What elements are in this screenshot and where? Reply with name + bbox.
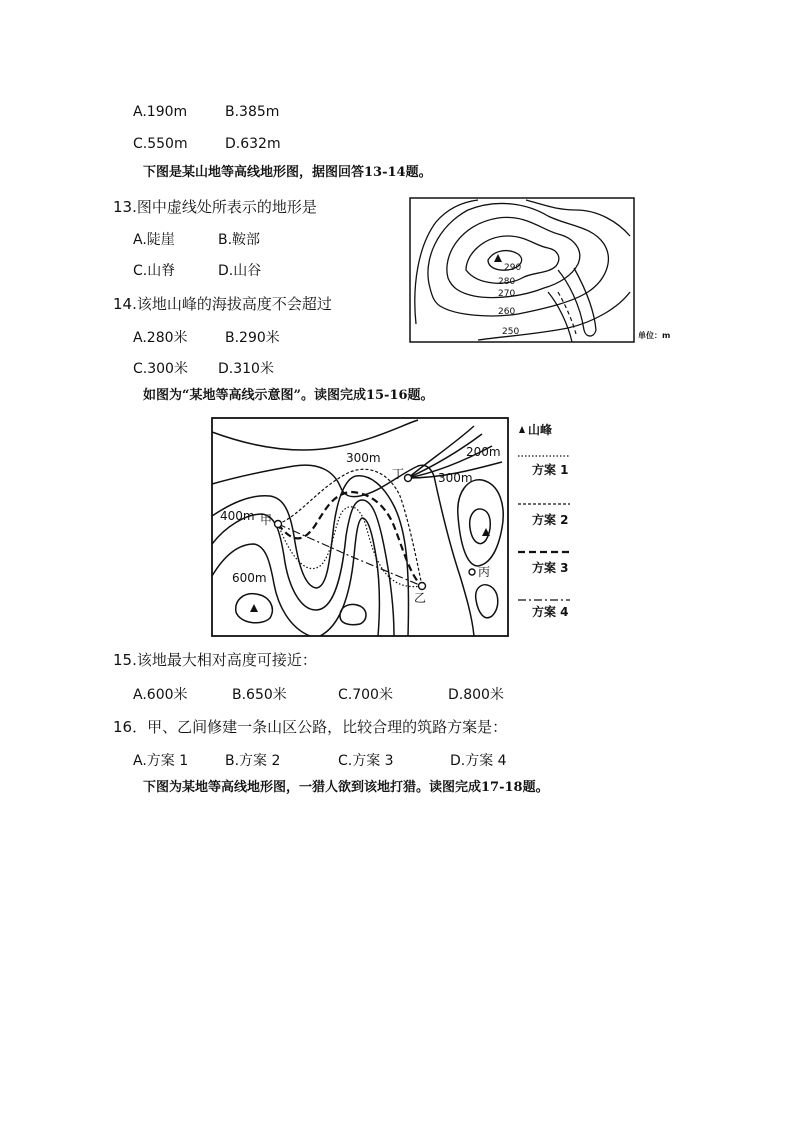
- q15-option-b: B.650米: [232, 687, 287, 703]
- q13-option-d: D.山谷: [218, 263, 262, 279]
- label-300m-top: 300m: [346, 451, 381, 465]
- intro-15-16: 如图为“某地等高线示意图”。读图完成15-16题。: [143, 388, 434, 403]
- legend-peak-icon: [519, 426, 525, 433]
- q14-option-c: C.300米: [133, 361, 188, 377]
- intro-13-14: 下图是某山地等高线地形图，据图回答13-14题。: [143, 165, 432, 180]
- label-yi: 乙: [414, 591, 427, 605]
- label-270: 270: [498, 289, 516, 299]
- q15-option-d: D.800米: [448, 687, 504, 703]
- label-260: 260: [498, 307, 516, 317]
- q12-option-c: C.550m: [133, 136, 188, 152]
- label-400m: 400m: [220, 509, 255, 523]
- q15-text: 15.该地最大相对高度可接近：: [113, 651, 317, 669]
- intro-17-18: 下图为某地等高线地形图，一猎人欲到该地打猎。读图完成17-18题。: [143, 780, 549, 795]
- q13-option-a: A.陡崖: [133, 232, 175, 248]
- q14-option-a: A.280米: [133, 330, 188, 346]
- label-ding: 丁: [392, 467, 405, 481]
- map2-legend: [518, 422, 570, 619]
- q13-option-b: B.鞍部: [218, 232, 261, 248]
- legend-plan-1: 方案 1: [532, 463, 569, 477]
- q14-option-d: D.310米: [218, 361, 274, 377]
- point-bing: [469, 569, 475, 575]
- label-600m: 600m: [232, 571, 267, 585]
- label-300m-right: 300m: [438, 471, 473, 485]
- q16-option-b: B.方案 2: [225, 753, 281, 769]
- label-200m: 200m: [466, 445, 501, 459]
- point-yi: [419, 583, 426, 590]
- q15-option-c: C.700米: [338, 687, 393, 703]
- legend-plan-3: 方案 3: [532, 561, 569, 575]
- q14-text: 14.该地山峰的海拔高度不会超过: [113, 295, 332, 313]
- legend-peak: 山峰: [528, 423, 553, 437]
- label-jia: 甲: [260, 513, 273, 527]
- q12-option-a: A.190m: [133, 104, 188, 120]
- label-bing: 丙: [478, 565, 491, 579]
- point-jia: [275, 521, 282, 528]
- label-290: 290: [504, 263, 522, 273]
- q15-option-a: A.600米: [133, 687, 188, 703]
- q13-text: 13.图中虚线处所表示的地形是: [113, 198, 317, 216]
- q13-option-c: C.山脊: [133, 263, 176, 279]
- contour-map-2: [210, 416, 580, 638]
- q14-option-b: B.290米: [225, 330, 280, 346]
- legend-plan-2: 方案 2: [532, 513, 569, 527]
- label-280: 280: [498, 277, 516, 287]
- q16-text: 16．甲、乙间修建一条山区公路，比较合理的筑路方案是：: [113, 718, 508, 736]
- contour-map-1: [408, 196, 688, 346]
- map1-unit: 单位：m: [638, 331, 671, 340]
- q16-option-a: A.方案 1: [133, 753, 189, 769]
- label-250: 250: [502, 327, 520, 337]
- q16-option-d: D.方案 4: [450, 753, 507, 769]
- legend-plan-4: 方案 4: [532, 605, 569, 619]
- q16-option-c: C.方案 3: [338, 753, 394, 769]
- point-ding: [405, 475, 412, 482]
- q12-option-b: B.385m: [225, 104, 280, 120]
- q12-option-d: D.632m: [225, 136, 281, 152]
